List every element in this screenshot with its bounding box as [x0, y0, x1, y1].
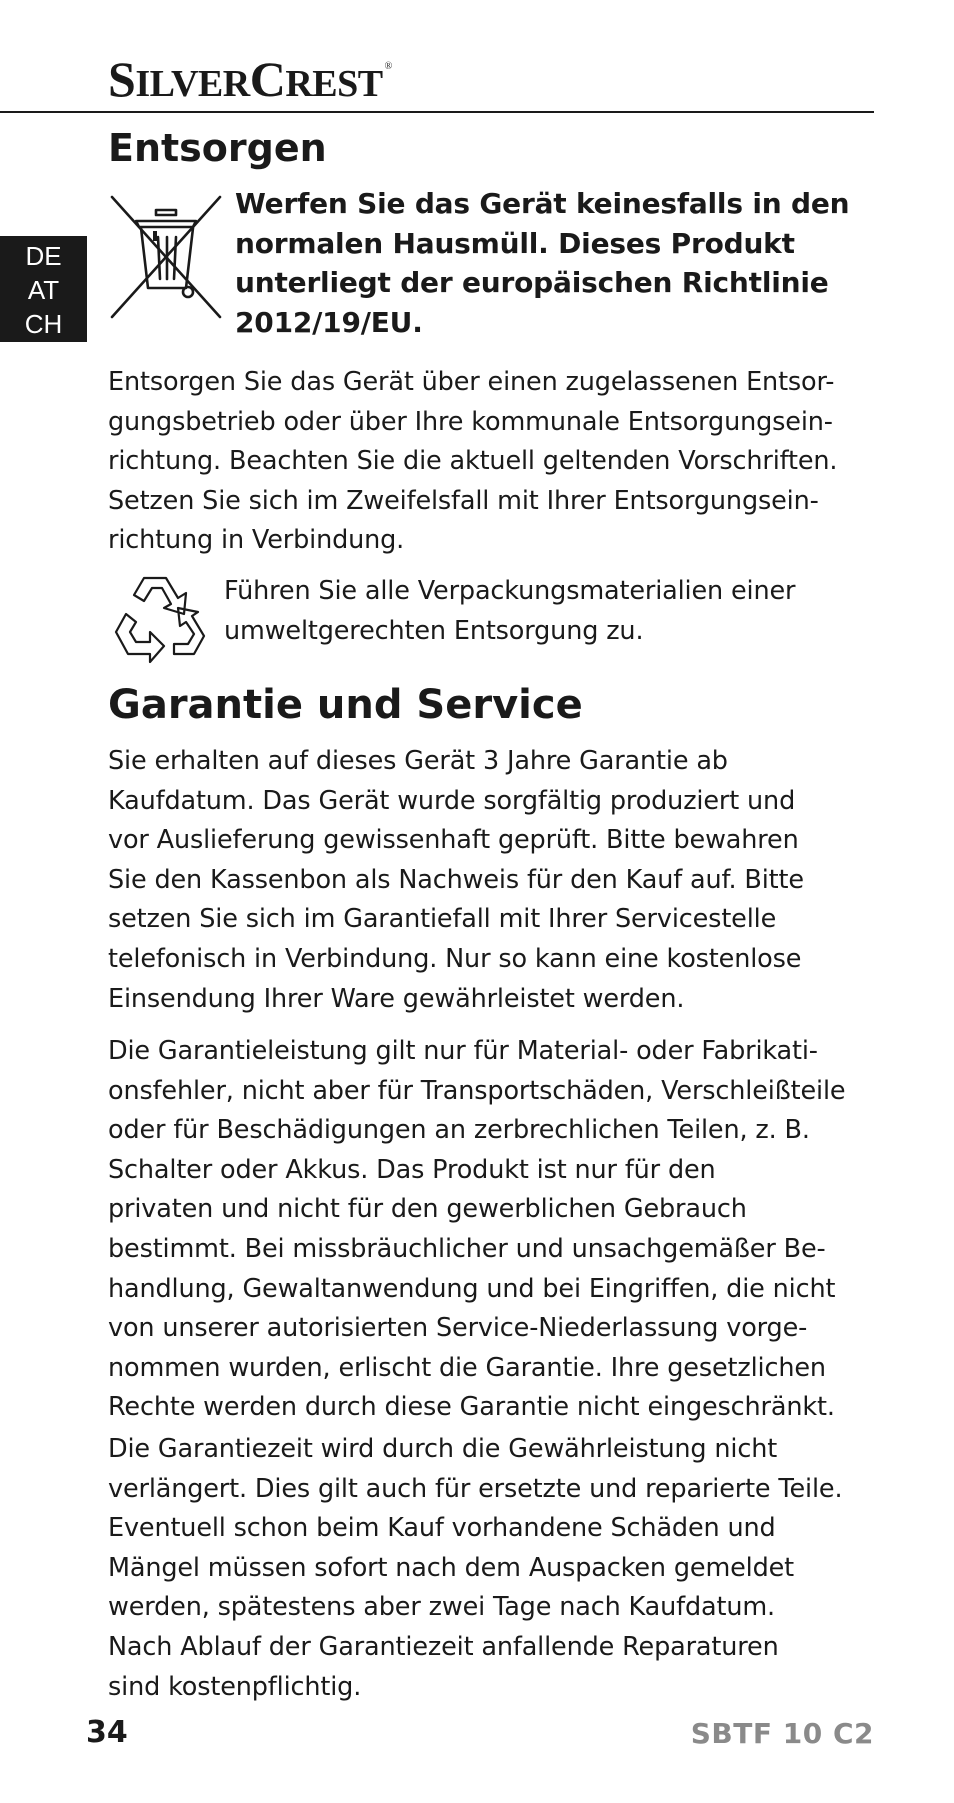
language-tab: [0, 236, 87, 342]
disposal-paragraph: Entsorgen Sie das Gerät über einen zugelassenen Entsor- gungsbetrieb oder über Ihre kommunale Entsorgungsein- richtung. Beachten Sie die aktuell geltenden Vorschriften. Setzen Sie sich im Zweifelsfall mit Ihrer Entsorgungsein- richtung in Verbindung.: [108, 367, 838, 556]
warranty-paragraph-2: Die Garantieleistung gilt nur für Material- oder Fabrikati- onsfehler, nicht aber für Transportschäden, Verschleißteile oder für Beschädigungen an zerbrechlichen Teilen, z. B. Schalter oder Akkus. Das Produkt ist nur für den privaten und nicht für den gewerblichen Gebrauch bestimmt. Bei missbräuchlicher und unsachgemäßer Be- handlung, Gewaltanwendung und bei Eingriffen, die nicht von unserer autorisierten Service-Niederlassung vorge- nommen wurden, erlischt die Garantie. Ihre gesetzlichen Rechte werden durch diese Garantie nicht eingeschränkt.: [108, 1036, 846, 1423]
crossed-out-wheelie-bin-icon: [108, 193, 224, 321]
page-number: 34: [86, 1715, 128, 1750]
lang-ch: CH: [24, 309, 63, 339]
lang-de: DE: [25, 241, 62, 271]
lang-at: AT: [27, 275, 60, 305]
warranty-paragraph-1: Sie erhalten auf dieses Gerät 3 Jahre Garantie ab Kaufdatum. Das Gerät wurde sorgfältig produziert und vor Auslieferung gewissenhaft geprüft. Bitte bewahren Sie den Kassenbon als Nachweis für den Kauf auf. Bitte setzen Sie sich im Garantiefall mit Ihrer Servicestelle telefonisch in Verbindung. Nur so kann eine kostenlose Einsendung Ihrer Ware gewährleistet werden.: [108, 746, 804, 1014]
header-divider: [0, 111, 874, 113]
recycling-icon: [108, 570, 212, 666]
model-number: SBTF 10 C2: [690, 1717, 874, 1750]
disposal-warning: Werfen Sie das Gerät keinesfalls in den normalen Hausmüll. Dieses Produkt unterliegt der europäischen Richtlinie 2012/19/EU.: [235, 187, 850, 339]
brand-logo: SILVERCREST ®: [108, 51, 392, 107]
warranty-paragraph-3: Die Garantiezeit wird durch die Gewährleistung nicht verlängert. Dies gilt auch für ersetzte und reparierte Teile. Eventuell schon beim Kauf vorhandene Schäden und Mängel müssen sofort nach dem Auspacken gemeldet werden, spätestens aber zwei Tage nach Kaufdatum. Nach Ablauf der Garantiezeit anfallende Reparaturen sind kostenpflichtig.: [108, 1434, 843, 1702]
disposal-heading: Entsorgen: [108, 126, 327, 170]
warranty-heading: Garantie und Service: [108, 682, 583, 728]
packaging-disposal-text: Führen Sie alle Verpackungsmaterialien einer umweltgerechten Entsorgung zu.: [224, 576, 796, 646]
